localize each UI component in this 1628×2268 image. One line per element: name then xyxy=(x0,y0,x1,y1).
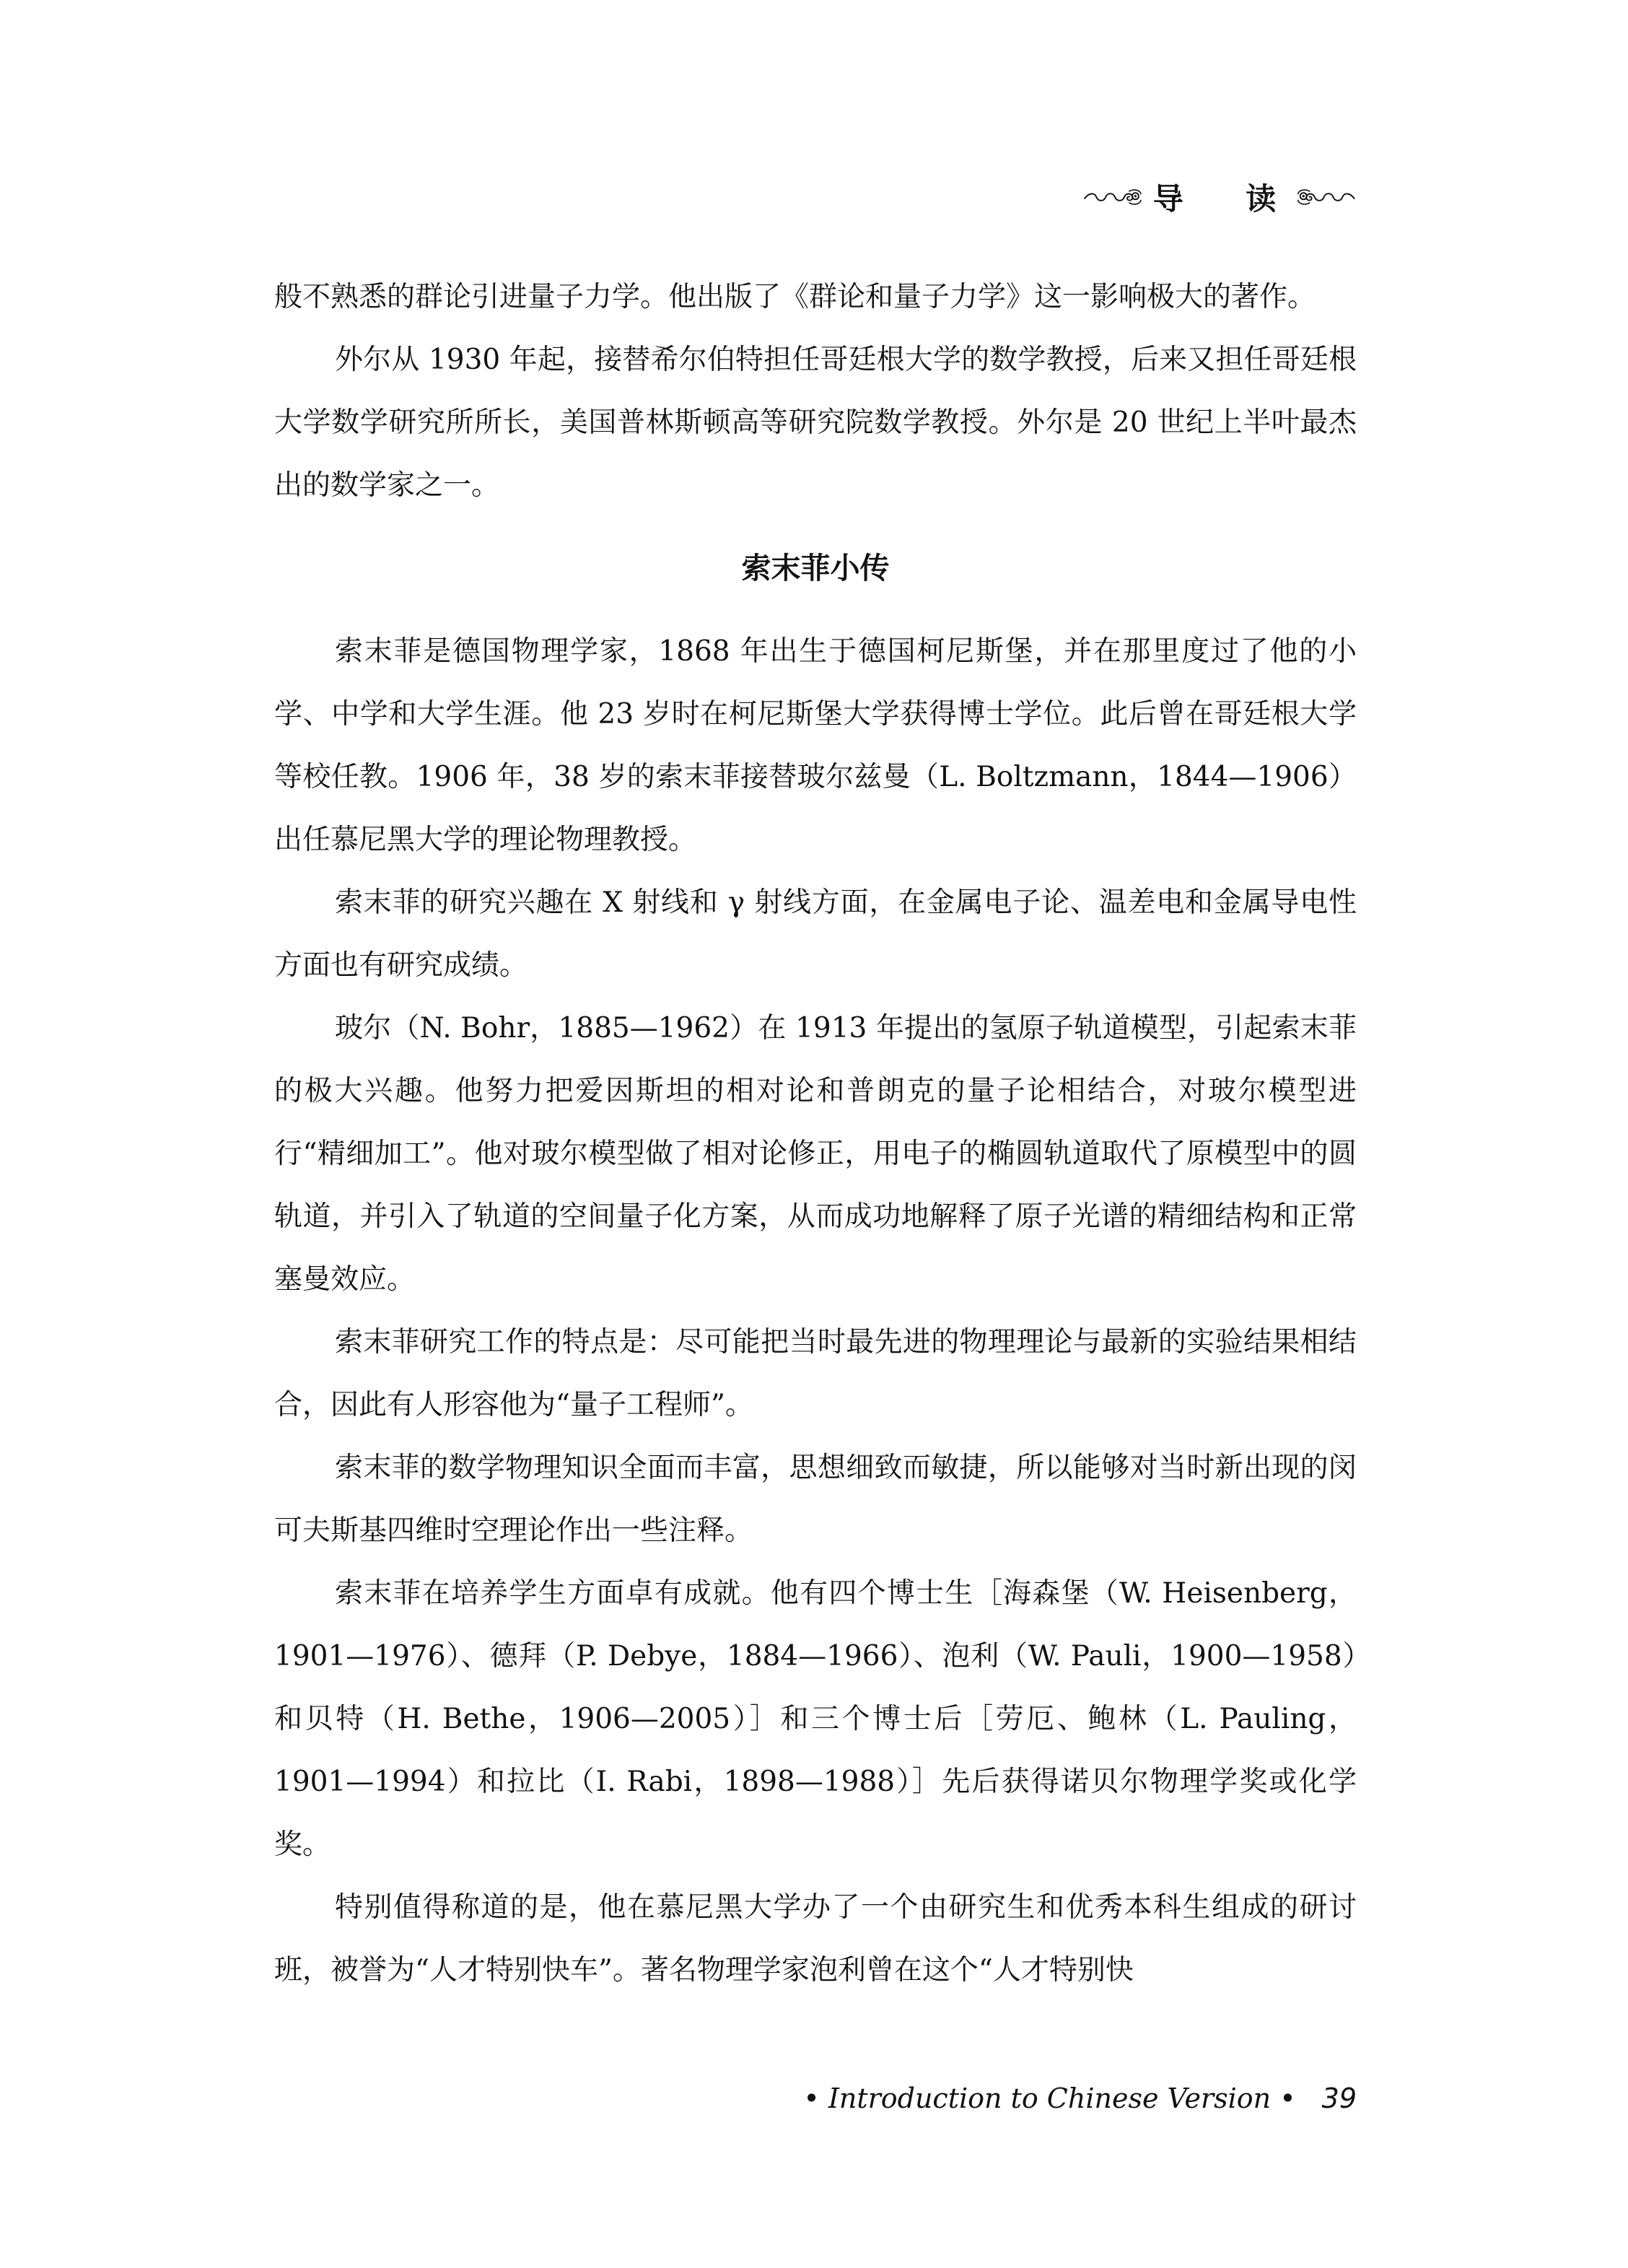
paragraph: 索末菲的研究兴趣在 X 射线和 γ 射线方面，在金属电子论、温差电和金属导电性方面也有研究成绩。 xyxy=(274,886,1357,982)
footer-book-title: • Introduction to Chinese Version • xyxy=(803,2082,1296,2114)
left-flourish-icon xyxy=(1082,183,1143,211)
paragraph: 索末菲研究工作的特点是：尽可能把当时最先进的物理理论与最新的实验结果相结合，因此有人形容他为“量子工程师”。 xyxy=(274,1326,1357,1421)
paragraph: 般不熟悉的群论引进量子力学。他出版了《群论和量子力学》这一影响极大的著作。 xyxy=(274,281,1316,313)
right-flourish-icon xyxy=(1296,183,1357,211)
body-text xyxy=(274,266,1357,2002)
paragraph: 特别值得称道的是，他在慕尼黑大学办了一个由研究生和优秀本科生组成的研讨班，被誉为“人才特别快车”。著名物理学家泡利曾在这个“人才特别快 xyxy=(274,1891,1357,1986)
paragraph: 玻尔（N. Bohr，1885—1962）在 1913 年提出的氢原子轨道模型，引起索末菲的极大兴趣。他努力把爱因斯坦的相对论和普朗克的量子论相结合，对玻尔模型进行“精细加工”。他对玻尔模型做了相对论修正，用电子的椭圆轨道取代了原模型中的圆轨道，并引入了轨道的空间量子化方案，从而成功地解释了原子光谱的精细结构和正常塞曼效应。 xyxy=(274,1012,1357,1296)
paragraph: 索末菲的数学物理知识全面而丰富，思想细致而敏捷，所以能够对当时新出现的闵可夫斯基四维时空理论作出一些注释。 xyxy=(274,1452,1357,1547)
paragraph: 外尔从 1930 年起，接替希尔伯特担任哥廷根大学的数学教授，后来又担任哥廷根大学数学研究所所长，美国普林斯顿高等研究院数学教授。外尔是 20 世纪上半叶最杰出的数学家之一。 xyxy=(274,344,1357,502)
page-number: 39 xyxy=(1321,2082,1357,2114)
section-heading: 索末菲小传 xyxy=(741,551,890,585)
running-header xyxy=(1082,172,1357,222)
paragraph: 索末菲是德国物理学家，1868 年出生于德国柯尼斯堡，并在那里度过了他的小学、中学和大学生涯。他 23 岁时在柯尼斯堡大学获得博士学位。此后曾在哥廷根大学等校任教。1906 年，38 岁的索末菲接替玻尔兹曼（L. Boltzmann，1844—1906）出任慕尼黑大学的理论物理教授。 xyxy=(274,635,1357,856)
paragraph: 索末菲在培养学生方面卓有成就。他有四个博士生［海森堡（W. Heisenberg，1901—1976）、德拜（P. Debye，1884—1966）、泡利（W. Pauli，1900—1958）和贝特（H. Bethe，1906—2005）］和三个博士后［劳厄、鲍林（L. Pauling，1901—1994）和拉比（I. Rabi，1898—1988）］先后获得诺贝尔物理学奖或化学奖。 xyxy=(274,1577,1357,1861)
running-header-title: 导 读 xyxy=(1152,181,1303,217)
running-footer xyxy=(803,2082,1357,2114)
